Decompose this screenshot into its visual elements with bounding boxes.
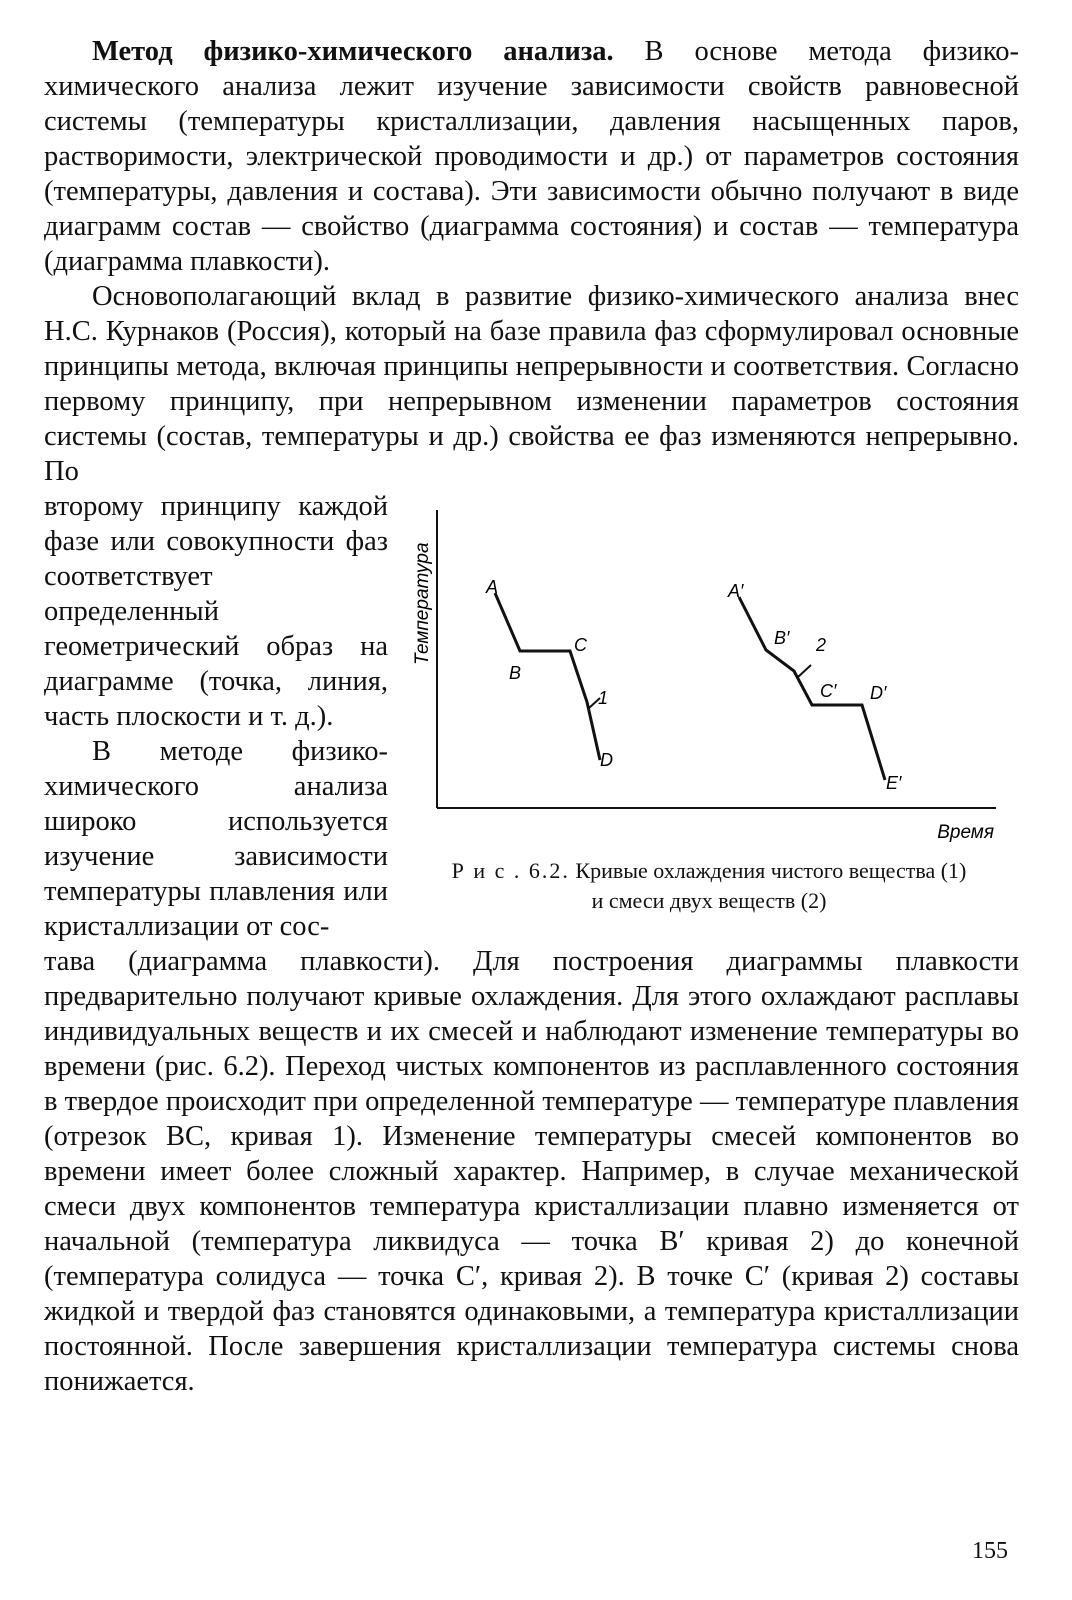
section-run-in-heading: Метод физико-химического анализа.: [92, 36, 614, 67]
point-label-a: A: [486, 577, 499, 597]
text-block-bottom: [44, 944, 1019, 1399]
paragraph-text: В основе метода физико-химического анализа лежит изучение зависимости свойств равновесной системы (температуры кристаллизации, давления насыщенных паров, растворимости, электрической проводимости и др.) от параметров состояния (температуры, давления и состава). Эти зависимости обычно получают в виде диаграмм состав — свойство (диаграмма состояния) и состав — температура (диаграмма плавкости).: [44, 36, 1020, 277]
point-label-b: B: [509, 663, 522, 683]
paragraph-method-intro: [44, 34, 1019, 279]
caption-line-2: и смеси двух веществ (2): [591, 888, 827, 913]
paragraph-fusibility-start: В методе физико-химического анализа широко используется изучение зависимости температуры плавления или кристаллизации от сос-: [44, 736, 388, 942]
curve-2-marker-tick: [798, 665, 811, 677]
paragraph-kurnakov: Основополагающий вклад в развитие физико-химического анализа внес Н.С. Курнаков (Россия), который на базе правила фаз сформулировал основные принципы метода, включая принципы непрерывности и соответствия. Согласно первому принципу, при непрерывном изменении параметров состояния системы (состав, температуры и др.) свойства ее фаз изменяются непрерывно. По: [44, 281, 1019, 487]
point-label-e-prime: E′: [886, 773, 902, 793]
text-column-beside-figure: [44, 489, 388, 944]
paragraph-fusibility-continued: тава (диаграмма плавкости). Для построения диаграммы плавкости предварительно получают кривые охлаждения. Для этого охлаждают расплавы индивидуальных веществ и их смесей и наблюдают изменение температуры во времени (рис. 6.2). Переход чистых компонентов из расплавленного состояния в твердое происходит при определенной температуре — температуре плавления (отрезок BC, кривая 1). Изменение температуры смесей компонентов во времени имеет более сложный характер. Например, в случае механической смеси двух компонентов температура кристаллизации плавно изменяется от начальной (температура ликвидуса — точка B′ кривая 2) до конечной (температура солидуса — точка C′, кривая 2). В точке C′ (кривая 2) составы жидкой и твердой фаз становятся одинаковыми, а температура кристаллизации постоянной. После завершения кристаллизации температура системы снова понижается.: [44, 946, 1019, 1397]
point-label-a-prime: A′: [728, 581, 744, 601]
curve-2-number: 2: [816, 635, 827, 655]
page-number: 155: [972, 1538, 1008, 1564]
caption-text-1: Кривые охлаждения чистого вещества (1): [569, 858, 967, 883]
caption-line-1: [402, 856, 1016, 886]
caption-figure-number: Р и с . 6.2.: [451, 858, 570, 883]
point-label-d-prime: D′: [870, 683, 887, 703]
point-label-b-prime: B′: [774, 628, 790, 648]
text-block-top: [44, 34, 1019, 489]
figure-caption: [402, 856, 1016, 916]
paragraph-second-principle: второму принципу каждой фазе или совокупности фаз соответствует определенный геометрический образ на диаграмме (точка, линия, часть плоскости и т. д.).: [44, 491, 388, 732]
x-axis-label: Время: [937, 822, 994, 843]
point-label-d: D: [600, 750, 613, 770]
curve-1-number: 1: [598, 688, 609, 708]
point-label-c-prime: C′: [820, 681, 837, 701]
point-label-c: C: [574, 635, 587, 655]
y-axis-label: Температура: [412, 542, 433, 665]
cooling-curve-2: [739, 597, 885, 780]
